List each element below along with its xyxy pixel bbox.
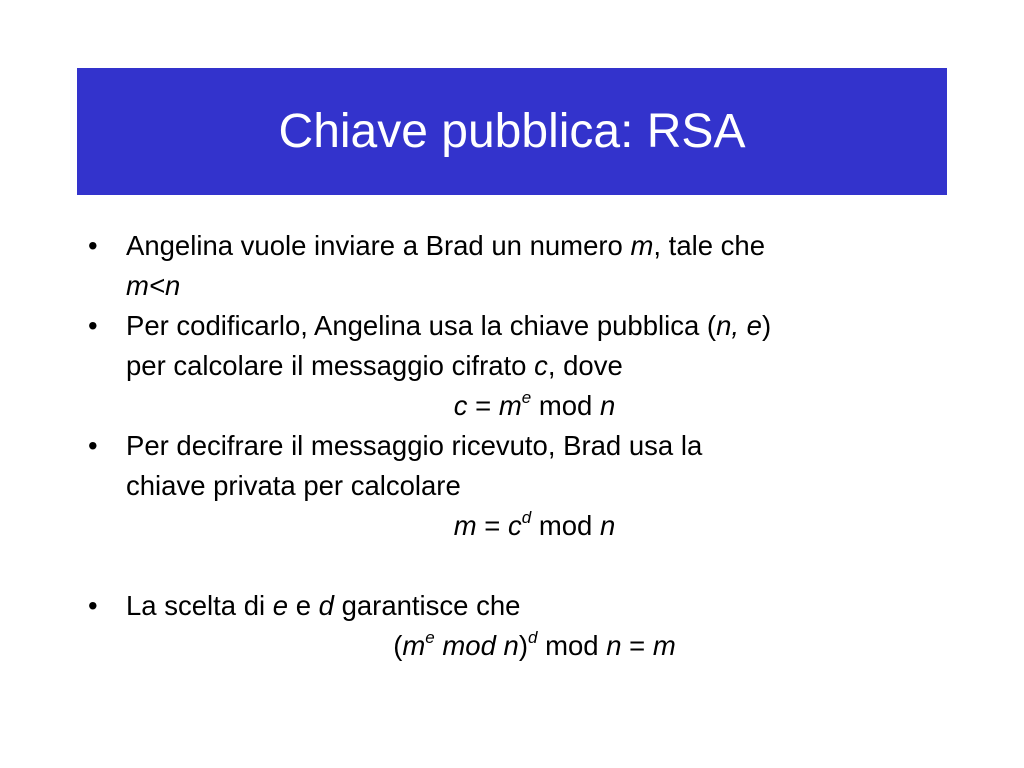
slide-title: Chiave pubblica: RSA	[278, 105, 746, 158]
formula-dec-lhs: m	[453, 510, 477, 541]
formula-enc-n: n	[599, 390, 616, 421]
slide-title-bar	[77, 68, 947, 195]
formula-dec-n: n	[599, 510, 616, 541]
blank-line	[83, 546, 943, 586]
formula-dec-mod: mod	[531, 510, 600, 541]
formula-enc-base: m	[498, 390, 522, 421]
formula-cor-mod: mod	[537, 630, 607, 661]
bullet-item-2	[83, 306, 943, 386]
bullet-icon: •	[88, 310, 98, 341]
formula-cor-base: m	[402, 630, 426, 661]
bullet-1-var-m: m	[630, 230, 654, 261]
bullet-2-var-c: c	[534, 350, 548, 381]
bullet-4-text-a: La scelta di	[126, 590, 273, 621]
bullet-item-4	[83, 586, 943, 626]
formula-enc-lhs: c	[453, 390, 468, 421]
bullet-4-var-e: e	[272, 590, 289, 621]
formula-cor-open: (	[393, 630, 403, 661]
formula-cor-close: )	[518, 630, 528, 661]
bullet-2-text-c: per calcolare il messaggio cifrato	[126, 350, 535, 381]
formula-enc-eq: =	[467, 390, 499, 421]
formula-enc-mod: mod	[531, 390, 600, 421]
formula-dec-eq: =	[476, 510, 508, 541]
formula-cor-inner: mod n	[434, 630, 519, 661]
bullet-2-public-key: n, e	[716, 310, 762, 341]
formula-cor-rhs: m	[652, 630, 676, 661]
slide-content	[83, 226, 943, 666]
decryption-formula	[83, 506, 943, 546]
formula-cor-eq: =	[621, 630, 653, 661]
bullet-2-text-a: Per codificarlo, Angelina usa la chiave pubblica (	[126, 310, 717, 341]
formula-dec-base: c	[507, 510, 522, 541]
bullet-item-1	[83, 226, 943, 306]
formula-cor-exp1: e	[425, 627, 435, 647]
correctness-formula	[83, 626, 943, 666]
formula-dec-exp: d	[521, 507, 532, 527]
bullet-3-text-b: chiave privata per calcolare	[126, 470, 461, 501]
bullet-icon: •	[88, 430, 98, 461]
formula-cor-exp2: d	[528, 627, 538, 647]
bullet-icon: •	[88, 590, 98, 621]
bullet-4-var-d: d	[318, 590, 334, 621]
bullet-1-text-b: , tale che	[653, 230, 766, 261]
bullet-4-text-c: garantisce che	[333, 590, 521, 621]
bullet-2-text-b: )	[761, 310, 772, 341]
bullet-1-inequality: m<n	[126, 270, 181, 301]
bullet-3-text-a: Per decifrare il messaggio ricevuto, Brad usa la	[126, 430, 703, 461]
bullet-2-text-d: , dove	[547, 350, 623, 381]
encryption-formula	[83, 386, 943, 426]
bullet-icon: •	[88, 230, 98, 261]
formula-enc-exp: e	[521, 387, 532, 407]
bullet-1-text-a: Angelina vuole inviare a Brad un numero	[126, 230, 631, 261]
bullet-item-3	[83, 426, 943, 506]
bullet-4-text-b: e	[288, 590, 319, 621]
formula-cor-n: n	[606, 630, 622, 661]
